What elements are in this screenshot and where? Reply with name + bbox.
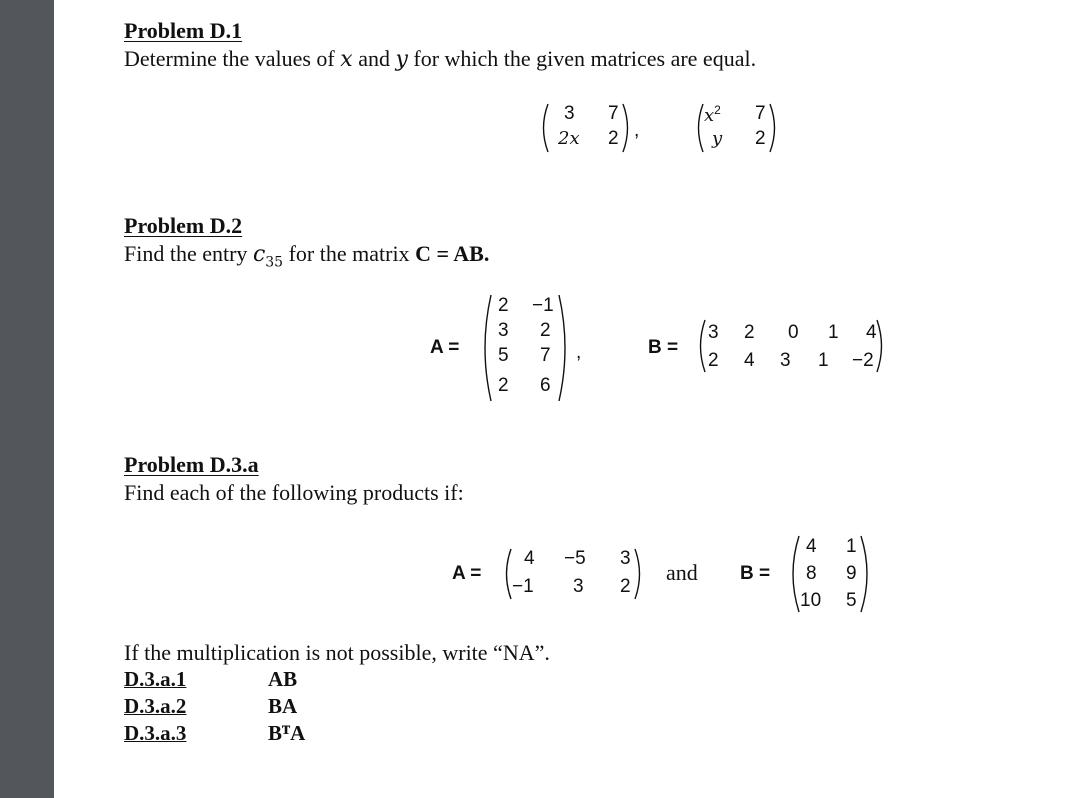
d2-b-label: B = <box>648 337 679 358</box>
d2-a-r2c1: 3 <box>498 320 509 341</box>
problem-d1-heading: Problem D.1 <box>124 18 243 43</box>
d2-a-r1c1: 2 <box>498 295 509 316</box>
d3-item-2-id: D.3.a.2 <box>124 694 187 718</box>
d3-a-r2c2: 3 <box>573 576 584 597</box>
left-paren-icon <box>478 293 494 403</box>
right-paren-icon <box>767 102 781 154</box>
d3-a-r2c3: 2 <box>620 576 631 597</box>
d2-b-r1c2: 2 <box>744 322 755 343</box>
right-paren-icon <box>620 102 634 154</box>
d1-m1-a: 3 <box>564 103 575 124</box>
d1-m2-d: 2 <box>755 128 766 149</box>
d3-a-r1c3: 3 <box>620 548 631 569</box>
problem-d3a-statement: Find each of the following products if: <box>124 480 464 505</box>
d3-b-label: B = <box>740 563 771 584</box>
problem-d2-statement <box>124 241 489 270</box>
d3-b-r2c2: 9 <box>846 563 857 584</box>
d2-a-r3c2: 7 <box>540 345 551 366</box>
d3-a-r1c2: −5 <box>564 548 586 569</box>
d2-b-r2c2: 4 <box>744 350 755 371</box>
d2-a-r4c2: 6 <box>540 375 551 396</box>
d2-text-pre: Find the entry <box>124 241 253 266</box>
d3-and: and <box>666 560 698 585</box>
d3-item-3-expr: BᵀA <box>268 721 306 745</box>
d1-m1-d: 2 <box>608 128 619 149</box>
document-page <box>54 0 1066 798</box>
right-paren-icon <box>858 534 874 614</box>
d1-m2-b: 7 <box>755 103 766 124</box>
d3-item-3-id: D.3.a.3 <box>124 721 187 745</box>
d3-b-r1c2: 1 <box>846 536 857 557</box>
d2-a-r3c1: 5 <box>498 345 509 366</box>
d1-text-post: for which the given matrices are equal. <box>407 46 757 71</box>
d2-entry-sub: 35 <box>265 254 284 271</box>
d3-item-1-expr: AB <box>268 667 298 691</box>
d1-var-x: x <box>340 47 353 72</box>
right-paren-icon <box>556 293 572 403</box>
d1-text-pre: Determine the values of <box>124 46 341 71</box>
d3-item-1-id: D.3.a.1 <box>124 667 187 691</box>
d3-note: If the multiplication is not possible, write “NA”. <box>124 640 550 665</box>
d3-a-label: A = <box>452 563 482 584</box>
d2-entry-var: c <box>252 242 266 267</box>
d2-text-mid: for the matrix <box>283 241 416 266</box>
problem-d1-statement <box>124 46 756 72</box>
d2-b-r1c4: 1 <box>828 322 839 343</box>
d3-b-r1c1: 4 <box>806 536 817 557</box>
d2-formula: C = AB. <box>415 241 490 266</box>
d1-var-y: y <box>395 47 408 72</box>
d2-a-r4c1: 2 <box>498 375 509 396</box>
d2-b-r2c4: 1 <box>818 350 829 371</box>
d1-m2-a: $x^2$ <box>704 103 721 126</box>
problem-d3a-heading: Problem D.3.a <box>124 452 259 477</box>
d3-b-r3c1: 10 <box>800 590 822 611</box>
viewer-left-sidebar <box>0 0 54 798</box>
left-paren-icon <box>537 102 551 154</box>
d3-a-r1c1: 4 <box>524 548 535 569</box>
d3-item-2-expr: BA <box>268 694 298 718</box>
d2-b-r2c5: −2 <box>852 350 874 371</box>
d1-m1-c: 2x <box>558 128 580 149</box>
right-paren-icon <box>632 547 646 601</box>
problem-d2-heading: Problem D.2 <box>124 213 243 238</box>
d3-b-r2c1: 8 <box>806 563 817 584</box>
d2-a-r1c2: −1 <box>532 295 554 316</box>
d2-b-r2c1: 2 <box>708 350 719 371</box>
d2-a-r2c2: 2 <box>540 320 551 341</box>
d2-b-r1c5: 4 <box>866 322 877 343</box>
right-paren-icon <box>874 318 888 374</box>
d1-m2-c: y <box>712 128 723 149</box>
d2-b-r2c3: 3 <box>780 350 791 371</box>
d2-comma: , <box>576 342 582 363</box>
d3-b-r3c2: 5 <box>846 590 857 611</box>
d1-text-and: and <box>352 46 396 71</box>
d2-b-r1c1: 3 <box>708 322 719 343</box>
d2-a-label: A = <box>430 337 460 358</box>
d1-comma: , <box>634 120 640 141</box>
d2-b-r1c3: 0 <box>788 322 799 343</box>
d1-m1-b: 7 <box>608 103 619 124</box>
d3-a-r2c1: −1 <box>512 576 534 597</box>
left-paren-icon <box>694 318 708 374</box>
